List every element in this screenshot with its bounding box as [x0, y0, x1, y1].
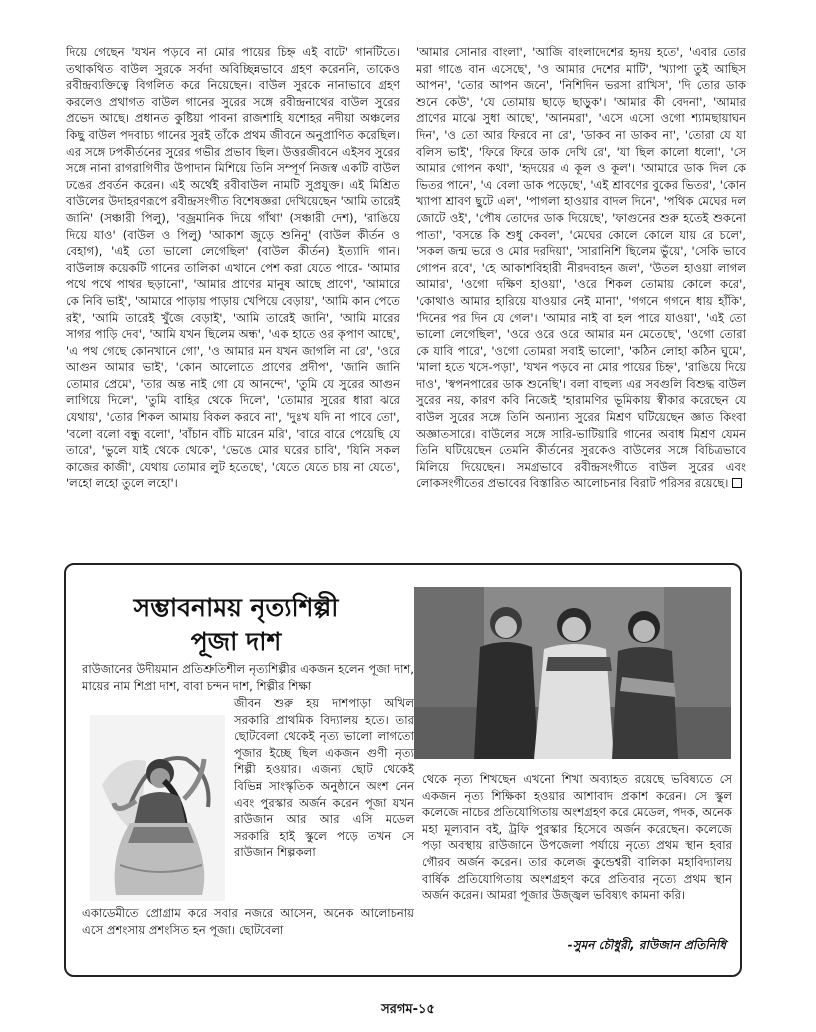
- byline: -সুমন চৌধুরী, রাউজান প্রতিনিধি: [567, 938, 726, 952]
- article-left-text: দিয়ে গেছেন 'যখন পড়বে না মোর পায়ের চিহ্ন এই বাটে' গানটিতে। তথাকথিত বাউল সুরকে সর্বদা অবিচ্ছিন্নভাবে গ্রহণ করেননি, তাকেও রবীন্দ্রব্যক্তিত্বে বিগলিত করে নিয়েছেন। বাউল সুরকে নানাভাবে গ্রহণ করলেও প্রথাগত বাউল গানের সুরের সঙ্গে রবীন্দ্রনাথের বাউল সুরের প্রভেদ আছে। প্রধানত কুষ্টিয়া পাবনা রাজশাহি যশোহর নদীয়া অঞ্চলের কিছু বাউল পদবাচ্য গানের সুরই তাঁকে প্রথম জীবনে অনুপ্রাণিত করেছিল। এর সঙ্গে ঢপকীর্তনের সুরের গভীর প্রভাব ছিল। উত্তরজীবনে এইসব সুরের সঙ্গে নানা রাগরাগিণীর উপাদান মিশিয়ে তিনি সম্পূর্ণ নিজস্ব একটি বাউল ঢঙের প্রবর্তন করেন। এই অর্থেই রবীবাউল নামটি সুপ্রযুক্ত। এই মিশ্রিত বাউলের উদাহরণরূপে রবীন্দ্রসংগীত বিশেষজ্ঞরা দেখিয়েছেন 'আমি তারেই জানি' (সঞ্চারী পিলু), 'বজ্রমানিক দিয়ে গাঁথা' (সঞ্চারী দেশ), 'রাঙিয়ে দিয়ে যাও' (বাউল ও পিলু) 'আকাশ জুড়ে শুনিনু' (বাউল কীর্তন ও বেহাগ), 'এই তো ভালো লেগেছিল' (বাউল কীর্তন) ইত্যাদি গান। বাউলাঙ্গ কয়েকটি গানের তালিকা এখানে পেশ করা যেতে পারে- 'আমার পথে পথে পাথর ছড়ানো', 'আমার প্রাণের মানুষ আছে প্রাণে', 'আমারে কে নিবি ভাই', 'আমারে পাড়ায় পাড়ায় খেপিয়ে বেড়ায়', 'আমি কান পেতে রই', 'আমি তারেই খুঁজে বেড়াই', 'আমি তারেই জানি', 'আমি মারের সাগর পাড়ি দেব', 'আমি যখন ছিলেম অন্ধ', 'এক হাতে ওর কৃপাণ আছে', 'এ পথ গেছে কোনখানে গো', 'ও আমার মন যখন জাগলি না রে', 'ওরে আগুন আমার ভাই', 'কোন আলোতে প্রাণের প্রদীপ', 'জানি জানি তোমার প্রেমে', 'তার অন্ত নাই গো যে আনন্দে', 'তুমি যে সুরের আগুন লাগিয়ে দিলে', 'তুমি বাহির থেকে দিলে', 'তোমার সুরের ধারা ঝরে যেথায়', 'তোর শিকল আমায় বিকল করবে না', 'দুঃখ যদি না পাবে তো', 'বলো বলো বন্ধু বলো', 'বাঁচান বাঁচি মারেন মরি', 'বারে বারে পেয়েছি যে তারে', 'ভুলে যাই থেকে থেকে', 'ভেঙে মোর ঘরের চাবি', 'যিনি সকল কাজের কাজী', যেথায় তোমার লুট হতেছে', 'যেতে যেতে চায় না যেতে', 'লহো লহো তুলে লহো'।: [66, 45, 400, 491]
- feature-tail-text: একাডেমীতে প্রোগ্রাম করে সবার নজরে আসেন, অনেক আলোচনায় এসে প্রশংসায় প্রশংসিত হন পূজা। ছোটবেলা: [82, 906, 414, 937]
- article-column-left: [66, 44, 400, 492]
- feature-side-text: জীবন শুরু হয় দাশপাড়া অখিল সরকারি প্রাথমিক বিদ্যালয় হতে। তার ছোটবেলা থেকেই নৃত্য ভালো লাগতো পূজার ইচ্ছে ছিল একজন গুণী নৃত্য শিল্পী হওয়ার। এজন্য ছোট থেকেই বিভিন্ন সাংস্কৃতিক অনুষ্ঠানে অংশ নেন এবং পুরস্কার অর্জন করেন পূজা যখন রাউজান আর আর এসি মডেল সরকারি হাই স্কুলে পড়ে তখন সে রাউজান শিল্পকলা: [234, 696, 414, 860]
- feature-title-line-2: পূজা দাশ: [190, 627, 282, 656]
- dancer-illustration: [90, 715, 225, 901]
- feature-intro-text: রাউজানের উদীয়মান প্রতিশ্রুতিশীল নৃত্যশিল্পীর একজন হলেন পূজা দাশ, মায়ের নাম শিপ্রা দাশ, বাবা চন্দন দাশ, শিল্পীর শিক্ষা: [82, 662, 414, 693]
- group-illustration: [414, 587, 731, 759]
- group-photo: [414, 587, 731, 759]
- feature-title-line-1: সম্ভাবনাময় নৃত্যশিল্পী: [133, 593, 339, 622]
- feature-title: [66, 591, 406, 659]
- article-right-body: 'আমার সোনার বাংলা', 'আজি বাংলাদেশের হৃদয় হতে', 'এবার তোর মরা গাঙে বান এসেছে', 'ও আমার দেশের মাটি', 'খ্যাপা তুই আছিস আপন', 'তোর আপন জনে', 'নিশিদিন ভরসা রাখিস', 'দি তোর ডাক শুনে কেউ', 'যে তোমায় ছাড়ে ছাড়ুক'। 'আমার কী বেদনা', 'আমার প্রাণের মাঝে সুধা আছে', 'আনমরা', 'এসে এসো ওগো শ্যামছায়াঘন দিন', 'ও তো আর ফিরবে না রে', 'ডাকব না ডাকব না', 'তোরা যে যা বলিস ভাই', 'ফিরে ফিরে ডাক দেখি রে', 'যা ছিল কালো ধলো', 'সে আমার গোপন কথা', 'হৃদয়ের এ কূল ও কূল'। 'আমারে ডাক দিল কে ভিতর পানে', 'এ বেলা ডাক পড়েছে', 'এই শ্রাবণের বুকের ভিতর', 'কোন খ্যাপা শ্রাবণ ছুটে এল', 'পাগলা হাওয়ার বাদল দিনে', 'পথিক মেঘের দল জোটে ওই', 'পৌষ তোদের ডাক দিয়েছে', 'ফাগুনের শুরু হতেই শুকনো পাতা', 'বসন্তে কি শুধু কেবল', 'মেঘের কোলে কোলে যায় রে চলে', 'সকল জন্ম ভরে ও মোর দরদিয়া', 'সারানিশি ছিলেম ভুঁয়ে', 'সেকি ভাবে গোপন রবে', 'হে আকাশবিহারী নীরদবাহন জল', 'উতল হাওয়া লাগল আমার', 'ওগো দক্ষিণ হাওয়া', 'ওরে শিকল তোমায় কোলে করে', 'কোথাও আমার হারিয়ে যাওয়ার নেই মানা', 'গগনে গগনে ধায় হাঁকি', 'দিনের পর দিন যে গেল'। 'আমার নাই বা হল পারে যাওয়া', 'এই তো ভালো লেগেছিল', 'ওরে ওরে ওরে আমার মন মেতেছে', 'ওগো তোরা কে যাবি পারে', 'ওগো তোমরা সবাই ভালো', 'কঠিন লোহা কঠিন ঘুমে', 'মালা হতে খসে-পড়া', 'যখন পড়বে না মোর পায়ের চিহ্ন', 'রাঙিয়ে দিয়ে দাও', 'স্বপনপারের ডাক শুনেছি'। বলা বাহুল্য এর সবগুলি বিশুদ্ধ বাউল সুরের নয়, কারণ কবি নিজেই 'হারামণির ভূমিকায় স্বীকার করেছেন যে বাউল সুরের সঙ্গে তিনি অন্যান্য সুরের মিশ্রণ ঘটিয়েছেন জ্ঞাত কিংবা অজ্ঞাতসারে। বাউলের সঙ্গে সারি-ভাটিয়ারি গানের অবাধ মিশ্রণ যেমন তিনি ঘটিয়েছেন তেমনি কীর্তনের সুরকেও বাউলের সঙ্গে বিচিত্রভাবে মিলিয়ে দিয়েছেন। সমগ্রভাবে রবীন্দ্রসংগীতে বাউল সুরের এবং লোকসংগীতের প্রভাবের বিস্তারিত আলোচনার বিরাট পরিসর রয়েছে।: [416, 45, 746, 491]
- feature-right-text: থেকে নৃত্য শিখছেন এখনো শিখা অব্যাহত রয়েছে ভবিষ্যতে সে একজন নৃত্য শিক্ষিকা হওয়ার আশাবাদ প্রকাশ করেন। সে স্কুল কলেজে নাচের প্রতিযোগিতায় অংশগ্রহণ করে মেডেল, পদক, অনেক মহা মূল্যবান বই, ট্রফি পুরস্কার হিসেবে অর্জন করেছেন। কলেজে পড়া অবস্থায় রাউজানে উপজেলা পর্যায়ে নৃত্যে প্রথম স্থান হবার গৌরব অর্জন করেন। তার কলেজ কুন্ডেশ্বরী বালিকা মহাবিদ্যালয় বার্ষিক প্রতিযোগিতায় অংশগ্রহণ করে প্রতিবার নৃত্যে প্রথম স্থান অর্জন করেন। আমরা পূজার উজ্জ্বল ভবিষ্যৎ কামনা করি।: [422, 772, 732, 903]
- feature-box: [64, 563, 742, 977]
- page-footer: সরগম-১৫: [381, 1002, 435, 1017]
- dancer-photo: [90, 715, 225, 901]
- end-mark-icon: [732, 478, 742, 488]
- article-right-text: [416, 44, 746, 492]
- article-column-right: [416, 44, 746, 492]
